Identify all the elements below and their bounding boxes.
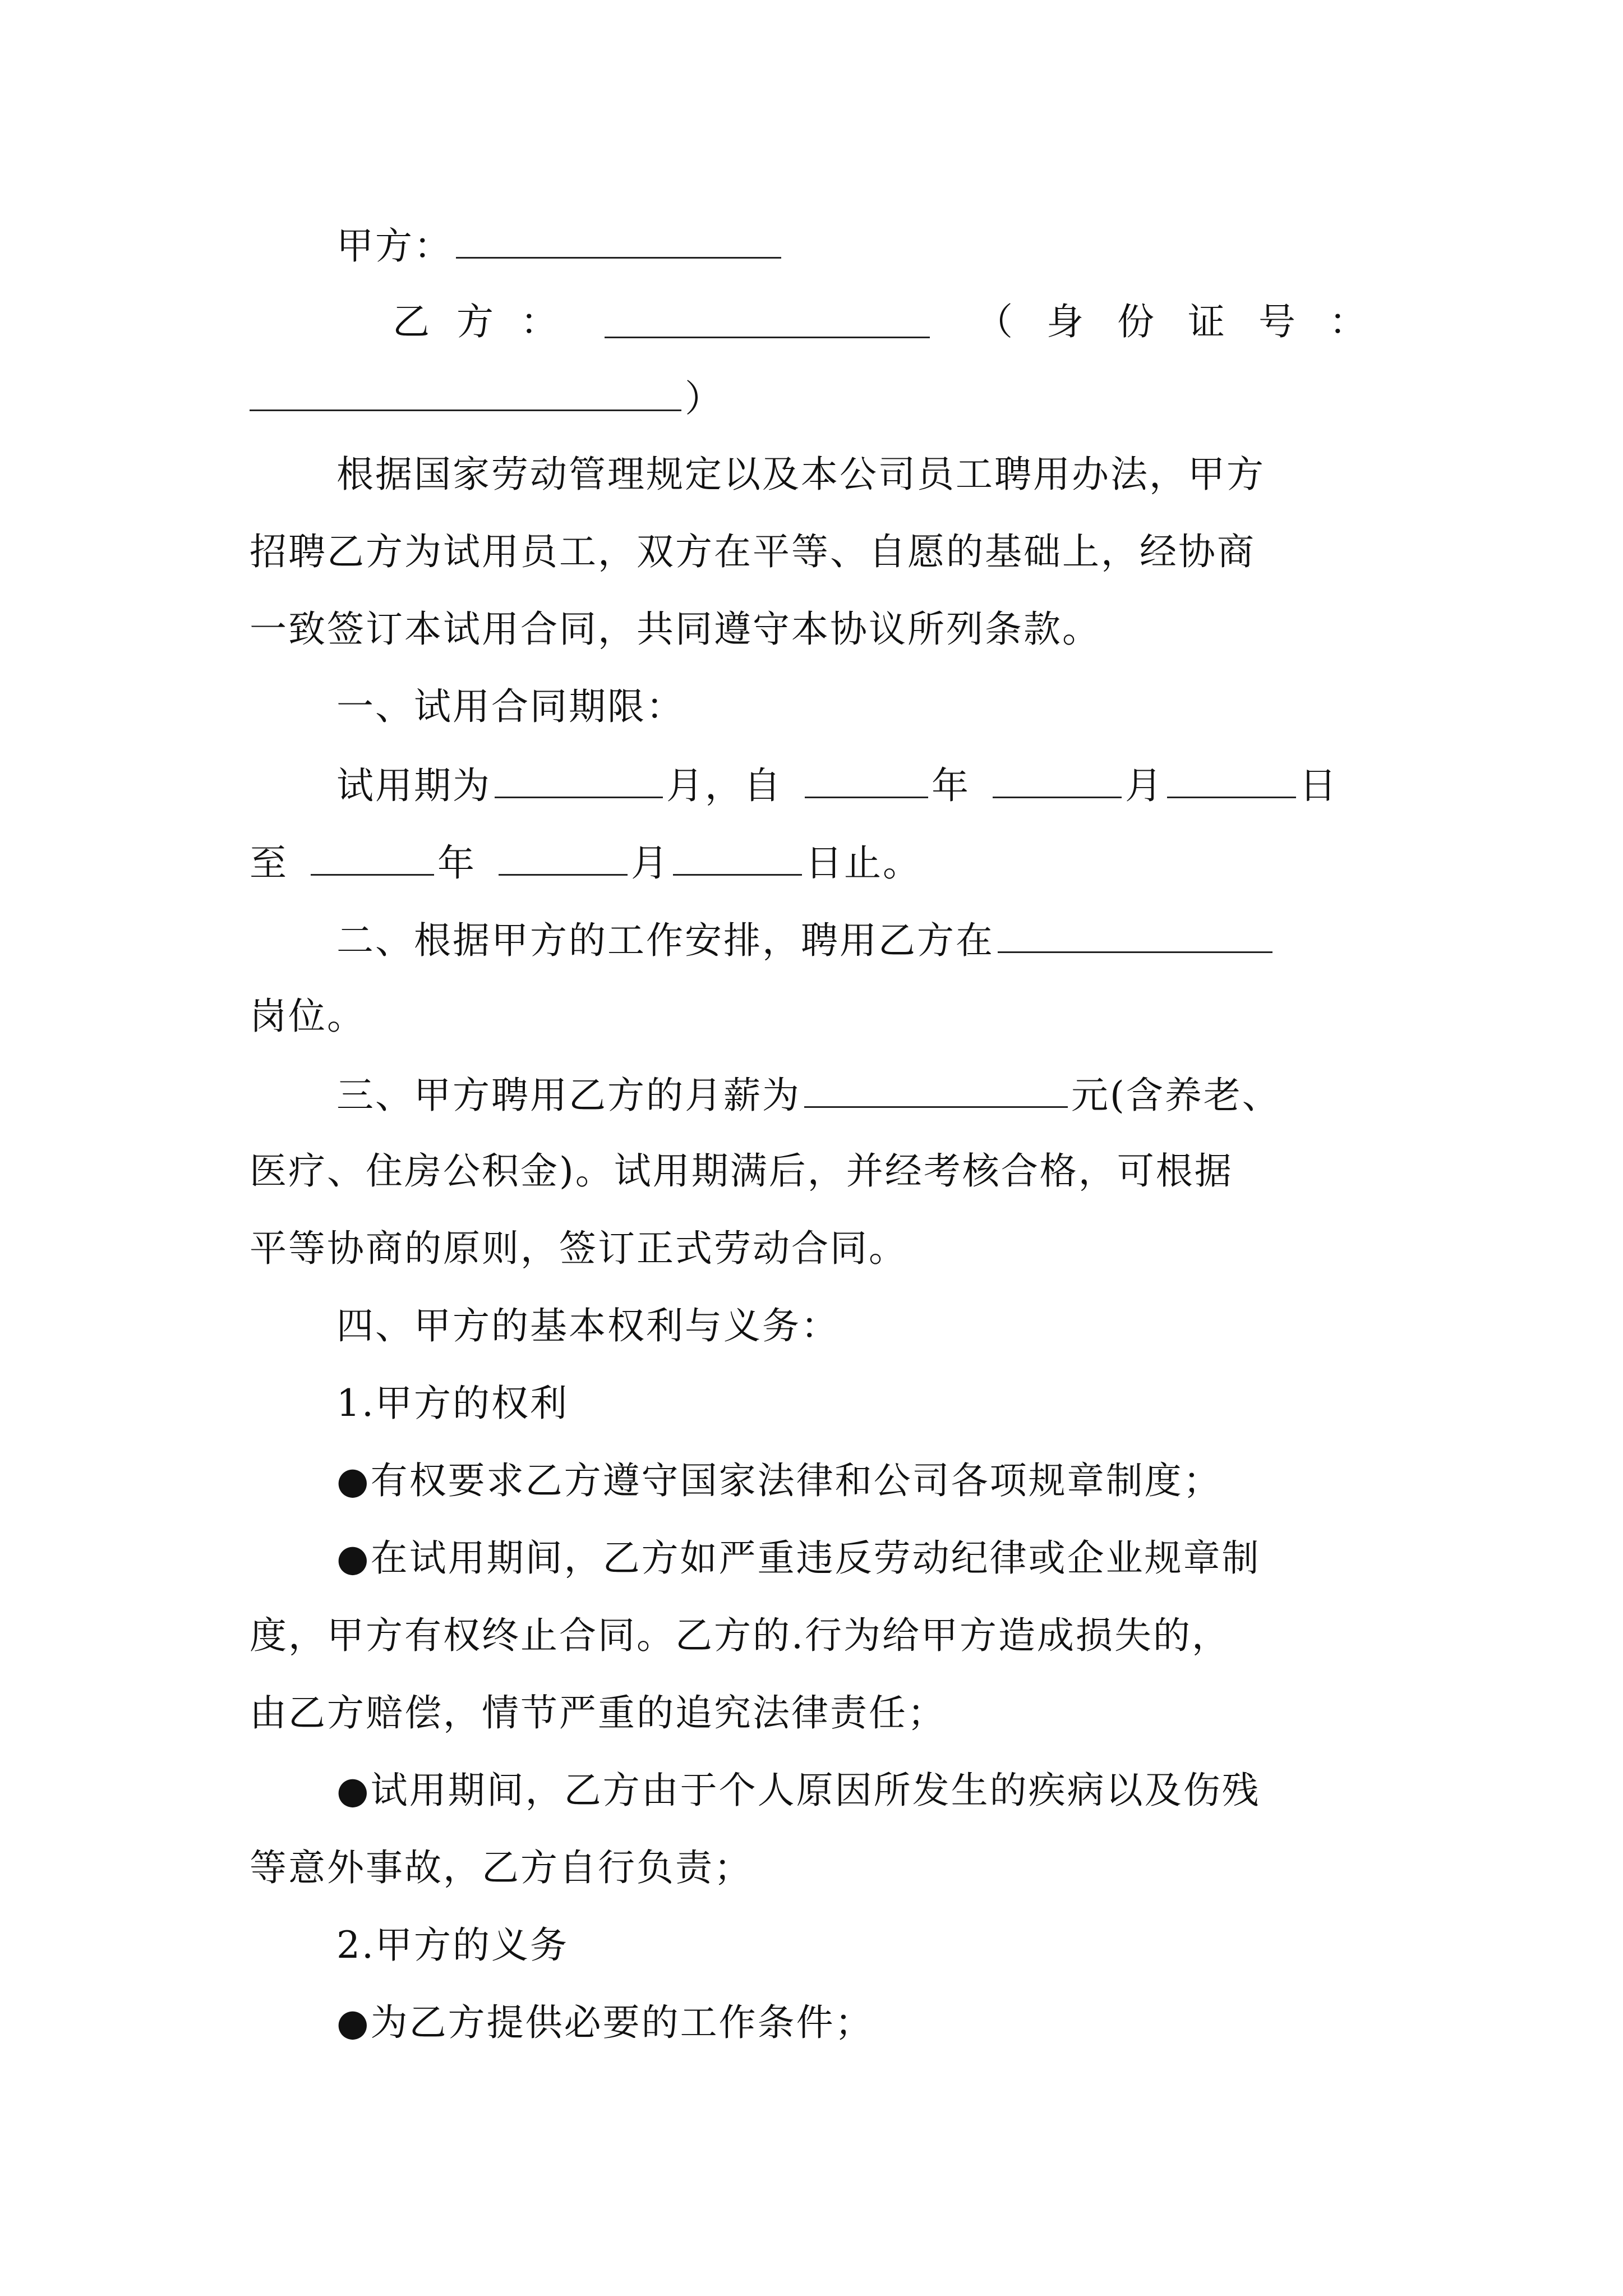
party-a-line — [336, 222, 785, 267]
rights-title: 1.甲方的权利 — [336, 1382, 569, 1425]
start-year-blank — [805, 762, 928, 798]
position-blank — [998, 917, 1272, 953]
intro-line-2: 招聘乙方为试用员工，双方在平等、自愿的基础上，经协商 — [250, 530, 1256, 573]
party-b-id-line — [250, 375, 723, 420]
salary-blank — [804, 1071, 1068, 1108]
intro-line-3: 一致签订本试用合同，共同遵守本协议所列条款。 — [250, 608, 1101, 651]
end-day-unit: 日止。 — [805, 841, 921, 885]
trial-months-unit: 月，自 — [666, 764, 782, 807]
start-day-unit: 日 — [1299, 764, 1338, 807]
section-4-heading: 四、甲方的基本权利与义务： — [336, 1304, 840, 1347]
end-year-blank — [311, 839, 434, 876]
duty-item-1 — [336, 2000, 874, 2045]
section-1-period-line — [336, 762, 1338, 807]
right-item-1 — [336, 1458, 1222, 1503]
party-b-label: 乙方： — [393, 300, 584, 343]
end-to-label: 至 — [250, 841, 288, 885]
section-3-line-3: 平等协商的原则，签订正式劳动合同。 — [250, 1227, 907, 1270]
start-month-unit: 月 — [1125, 764, 1164, 807]
right-item-3-text: 试用期间，乙方由于个人原因所发生的疾病以及伤残 — [370, 1769, 1261, 1812]
party-b-name-blank — [605, 302, 930, 338]
end-day-blank — [673, 839, 802, 876]
right-item-1-text: 有权要求乙方遵守国家法律和公司各项规章制度； — [370, 1459, 1222, 1502]
right-item-2-text: 在试用期间，乙方如严重违反劳动纪律或企业规章制 — [370, 1536, 1261, 1580]
right-item-3-line-1 — [336, 1768, 1261, 1813]
bullet-icon: ● — [336, 2001, 371, 2044]
section-2-line-2: 岗位。 — [250, 995, 366, 1038]
party-b-id-close: ） — [685, 377, 723, 420]
start-year-unit: 年 — [932, 764, 970, 807]
salary-unit: 元(含养老、 — [1071, 1074, 1281, 1117]
party-a-blank — [456, 222, 781, 259]
end-month-unit: 月 — [631, 841, 670, 885]
right-item-2-line-1 — [336, 1536, 1261, 1581]
duty-item-1-text: 为乙方提供必要的工作条件； — [370, 2001, 874, 2044]
trial-period-label: 试用期为 — [336, 764, 491, 807]
end-year-unit: 年 — [437, 841, 476, 885]
party-b-id-blank — [250, 375, 681, 411]
right-item-3-line-2: 等意外事故，乙方自行负责； — [250, 1846, 753, 1889]
party-b-id-label: （身份证号： — [976, 300, 1400, 343]
right-item-2-line-2: 度，甲方有权终止合同。乙方的.行为给甲方造成损失的， — [250, 1614, 1230, 1657]
salary-text: 三、甲方聘用乙方的月薪为 — [336, 1074, 801, 1117]
section-1-end-line — [250, 839, 921, 884]
section-1-heading: 一、试用合同期限： — [336, 685, 685, 728]
section-3-line-1 — [336, 1071, 1281, 1116]
section-2-text: 二、根据甲方的工作安排，聘用乙方在 — [336, 919, 994, 962]
section-3-line-2: 医疗、住房公积金)。试用期满后，并经考核合格，可根据 — [250, 1149, 1233, 1193]
duties-title: 2.甲方的义务 — [336, 1924, 569, 1967]
start-day-blank — [1167, 762, 1296, 798]
bullet-icon: ● — [336, 1536, 371, 1580]
end-month-blank — [499, 839, 628, 876]
bullet-icon: ● — [336, 1459, 371, 1502]
section-2-line-1 — [336, 917, 1276, 961]
party-a-label: 甲方： — [336, 224, 453, 268]
trial-months-blank — [495, 762, 663, 798]
right-item-2-line-3: 由乙方赔偿，情节严重的追究法律责任； — [250, 1691, 946, 1734]
start-month-blank — [993, 762, 1122, 798]
bullet-icon: ● — [336, 1769, 371, 1812]
intro-line-1: 根据国家劳动管理规定以及本公司员工聘用办法，甲方 — [336, 453, 1265, 496]
